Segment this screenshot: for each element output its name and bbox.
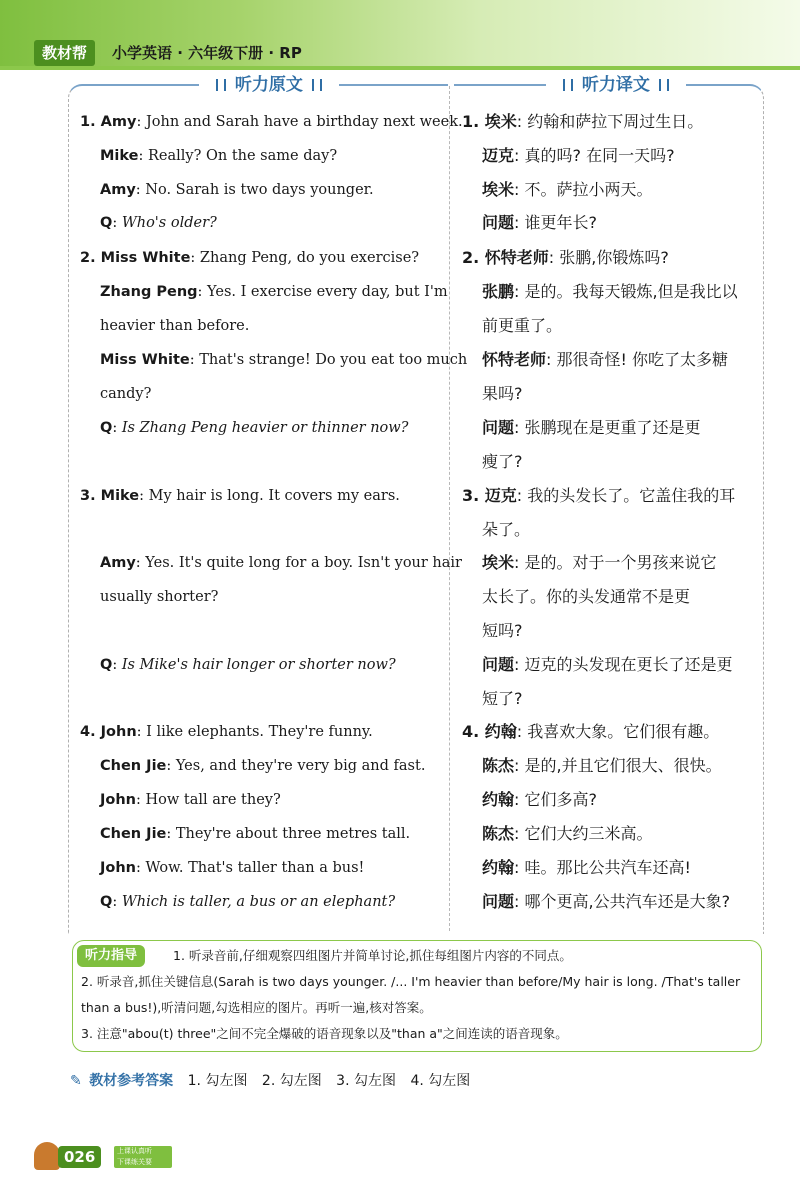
dialogue-text: 果吗? xyxy=(482,384,523,403)
translation-line xyxy=(482,587,690,607)
dialogue-text: How tall are they? xyxy=(145,792,281,808)
translation-line: 迈克: 真的吗? 在同一天吗? xyxy=(482,146,675,165)
dialogue-text: 我喜欢大象。它们很有趣。 xyxy=(527,722,720,741)
dialogue-text: 约翰和萨拉下周过生日。 xyxy=(527,112,704,131)
translation-line: 问题: 张鹏现在是更重了还是更 xyxy=(482,418,701,437)
dialogue-text: 它们大约三米高。 xyxy=(524,824,653,843)
translation-line: 4. 约翰: 我喜欢大象。它们很有趣。 xyxy=(462,722,720,741)
translation-line xyxy=(482,316,562,336)
dialogue-text: 张鹏现在是更重了还是更 xyxy=(524,418,701,437)
speaker-label: Amy xyxy=(100,182,136,198)
dialogue-text: 短了? xyxy=(482,689,523,708)
answer-item: 4. 勾左图 xyxy=(410,1073,471,1089)
dialogue-text: No. Sarah is two days younger. xyxy=(145,182,374,198)
answers-label: 教材参考答案 xyxy=(89,1073,174,1089)
answer-item: 3. 勾左图 xyxy=(336,1073,396,1089)
dialogue-text: heavier than before. xyxy=(100,318,250,334)
script-line: 1. Amy: John and Sarah have a birthday next week. xyxy=(80,114,463,130)
speaker-label: 问题 xyxy=(482,892,515,911)
speaker-label: 2. 怀特老师 xyxy=(462,248,549,267)
speaker-label: 约翰 xyxy=(482,858,515,877)
speaker-label: 张鹏 xyxy=(482,282,515,301)
speaker-label: Q xyxy=(100,657,113,673)
script-line: Miss White: That's strange! Do you eat too much xyxy=(100,352,468,368)
speaker-label: Q xyxy=(100,894,113,910)
listening-script-title: 听力原文 xyxy=(199,72,339,98)
translation-line: 陈杰: 它们大约三米高。 xyxy=(482,824,653,843)
page-header xyxy=(0,0,800,68)
tips-tag: 听力指导 xyxy=(77,945,145,967)
dialogue-text: 真的吗? 在同一天吗? xyxy=(524,146,675,165)
translation-line: 约翰: 它们多高? xyxy=(482,790,597,809)
script-line: 4. John: I like elephants. They're funny. xyxy=(80,724,373,740)
script-line: John: How tall are they? xyxy=(100,792,281,808)
translation-line xyxy=(482,689,523,709)
script-line: Chen Jie: Yes, and they're very big and fast. xyxy=(100,758,426,774)
dialogue-text: 前更重了。 xyxy=(482,316,563,335)
script-line xyxy=(100,384,151,404)
script-line: 3. Mike: My hair is long. It covers my ears. xyxy=(80,488,400,504)
mascot-icon xyxy=(34,1142,60,1170)
dialogue-text: 是的。我每天锻炼,但是我比以 xyxy=(524,282,738,301)
translation-line xyxy=(482,452,523,472)
speaker-label: 陈杰 xyxy=(482,756,515,775)
brand-label: 教材帮 xyxy=(34,40,95,66)
dialogue-text: 那很奇怪! 你吃了太多糖 xyxy=(556,350,729,369)
dialogue-text: I like elephants. They're funny. xyxy=(146,724,373,740)
script-line: Q: Is Zhang Peng heavier or thinner now? xyxy=(100,420,409,436)
dialogue-text: Is Zhang Peng heavier or thinner now? xyxy=(121,420,409,436)
pen-icon: ✎ xyxy=(70,1073,82,1089)
dialogue-text: 是的。对于一个男孩来说它 xyxy=(524,553,717,572)
dialogue-text: 太长了。你的头发通常不是更 xyxy=(482,587,691,606)
dialogue-text: 迈克的头发现在更长了还是更 xyxy=(524,655,733,674)
speaker-label: Q xyxy=(100,215,113,231)
book-subtitle: 小学英语 · 六年级下册 · RP xyxy=(112,44,302,62)
dialogue-text: 是的,并且它们很大、很快。 xyxy=(524,756,722,775)
dialogue-text: 谁更年长? xyxy=(524,213,597,232)
translation-line: 问题: 哪个更高,公共汽车还是大象? xyxy=(482,892,731,911)
dialogue-text: 哪个更高,公共汽车还是大象? xyxy=(524,892,731,911)
script-line: Q: Is Mike's hair longer or shorter now? xyxy=(100,657,396,673)
column-divider xyxy=(449,86,450,931)
dialogue-text: 短吗? xyxy=(482,621,523,640)
speaker-label: 埃米 xyxy=(482,180,515,199)
dialogue-text: Who's older? xyxy=(121,215,217,231)
script-line: Amy: Yes. It's quite long for a boy. Isn't your hair xyxy=(100,555,462,571)
speaker-label: 问题 xyxy=(482,418,515,437)
dialogue-text: 我的头发长了。它盖住我的耳 xyxy=(527,486,736,505)
script-line: John: Wow. That's taller than a bus! xyxy=(100,860,365,876)
speaker-label: 约翰 xyxy=(482,790,515,809)
dialogue-text: 哇。那比公共汽车还高! xyxy=(524,858,691,877)
dialogue-text: 瘦了? xyxy=(482,452,523,471)
translation-line: 埃米: 是的。对于一个男孩来说它 xyxy=(482,553,717,572)
speaker-label: 1. 埃米 xyxy=(462,112,517,131)
script-line: Chen Jie: They're about three metres tall. xyxy=(100,826,411,842)
speaker-label: 怀特老师 xyxy=(482,350,547,369)
speaker-label: John xyxy=(100,792,137,808)
speaker-label: Amy xyxy=(100,555,136,571)
listening-tips-box xyxy=(72,940,762,1052)
dialogue-text: Really? On the same day? xyxy=(148,148,338,164)
dialogue-text: My hair is long. It covers my ears. xyxy=(148,488,400,504)
speaker-label: 4. John xyxy=(80,724,137,740)
speaker-label: Zhang Peng xyxy=(100,284,198,300)
speaker-label: 4. 约翰 xyxy=(462,722,517,741)
script-line: Q: Which is taller, a bus or an elephant? xyxy=(100,894,396,910)
tip-line: than a bus!),听清问题,勾选相应的图片。再听一遍,核对答案。 xyxy=(81,1000,432,1015)
translation-line: 问题: 谁更年长? xyxy=(482,213,597,232)
dialogue-text: Which is taller, a bus or an elephant? xyxy=(121,894,396,910)
tip-line: 3. 注意"abou(t) three"之间不完全爆破的语音现象以及"than a"之间连读的语音现象。 xyxy=(81,1026,568,1041)
speaker-label: 迈克 xyxy=(482,146,515,165)
dialogue-text: 张鹏,你锻炼吗? xyxy=(559,248,669,267)
speaker-label: Miss White xyxy=(100,352,190,368)
dialogue-text: Is Mike's hair longer or shorter now? xyxy=(121,657,396,673)
dialogue-text: 不。萨拉小两天。 xyxy=(524,180,653,199)
reference-answers xyxy=(70,1070,470,1090)
answer-item: 2. 勾左图 xyxy=(261,1073,322,1089)
translation-line: 陈杰: 是的,并且它们很大、很快。 xyxy=(482,756,722,775)
script-line xyxy=(100,587,218,607)
dialogue-text: 朵了。 xyxy=(482,520,531,539)
translation-line: 1. 埃米: 约翰和萨拉下周过生日。 xyxy=(462,112,704,131)
script-line: Amy: No. Sarah is two days younger. xyxy=(100,182,374,198)
tip-line: 2. 听录音,抓住关键信息(Sarah is two days younger. /... I'm heavier than before/My hair is long. /That's taller xyxy=(81,974,741,989)
dialogue-text: usually shorter? xyxy=(100,589,219,605)
translation-line: 张鹏: 是的。我每天锻炼,但是我比以 xyxy=(482,282,738,301)
translation-line: 怀特老师: 那很奇怪! 你吃了太多糖 xyxy=(482,350,729,369)
translation-line: 3. 迈克: 我的头发长了。它盖住我的耳 xyxy=(462,486,736,505)
speaker-label: Q xyxy=(100,420,113,436)
translation-line xyxy=(482,520,530,540)
speaker-label: 1. Amy xyxy=(80,114,137,130)
dialogue-text: John and Sarah have a birthday next week. xyxy=(145,114,463,130)
speaker-label: John xyxy=(100,860,137,876)
script-line: Zhang Peng: Yes. I exercise every day, but I'm xyxy=(100,284,448,300)
script-line: Mike: Really? On the same day? xyxy=(100,148,338,164)
translation-line xyxy=(482,384,523,404)
speaker-label: 问题 xyxy=(482,655,515,674)
speaker-label: 3. 迈克 xyxy=(462,486,517,505)
speaker-label: 3. Mike xyxy=(80,488,140,504)
speaker-label: Chen Jie xyxy=(100,826,167,842)
translation-line: 2. 怀特老师: 张鹏,你锻炼吗? xyxy=(462,248,669,267)
translation-line: 约翰: 哇。那比公共汽车还高! xyxy=(482,858,691,877)
footer-slogan: 上课认真听 下课练关要 xyxy=(114,1146,172,1168)
speaker-label: 问题 xyxy=(482,213,515,232)
speaker-label: Mike xyxy=(100,148,139,164)
answer-item: 1. 勾左图 xyxy=(187,1073,248,1089)
script-line: 2. Miss White: Zhang Peng, do you exercise? xyxy=(80,250,420,266)
dialogue-text: That's strange! Do you eat too much xyxy=(199,352,468,368)
speaker-label: 埃米 xyxy=(482,553,515,572)
dialogue-text: Wow. That's taller than a bus! xyxy=(145,860,365,876)
translation-line: 问题: 迈克的头发现在更长了还是更 xyxy=(482,655,733,674)
tip-line: 1. 听录音前,仔细观察四组图片并简单讨论,抓住每组图片内容的不同点。 xyxy=(173,948,572,963)
dialogue-text: Zhang Peng, do you exercise? xyxy=(199,250,420,266)
translation-line: 埃米: 不。萨拉小两天。 xyxy=(482,180,653,199)
dialogue-text: Yes, and they're very big and fast. xyxy=(175,758,426,774)
page-number: 026 xyxy=(58,1146,101,1168)
dialogue-text: candy? xyxy=(100,386,152,402)
translation-title: 听力译文 xyxy=(546,72,686,98)
speaker-label: 陈杰 xyxy=(482,824,515,843)
script-line xyxy=(100,316,249,336)
speaker-label: 2. Miss White xyxy=(80,250,191,266)
header-stripe xyxy=(0,66,800,70)
dialogue-text: Yes. I exercise every day, but I'm xyxy=(207,284,448,300)
script-line: Q: Who's older? xyxy=(100,215,217,231)
translation-line xyxy=(482,621,523,641)
dialogue-text: Yes. It's quite long for a boy. Isn't your hair xyxy=(145,555,462,571)
speaker-label: Chen Jie xyxy=(100,758,167,774)
dialogue-text: 它们多高? xyxy=(524,790,597,809)
dialogue-text: They're about three metres tall. xyxy=(175,826,411,842)
